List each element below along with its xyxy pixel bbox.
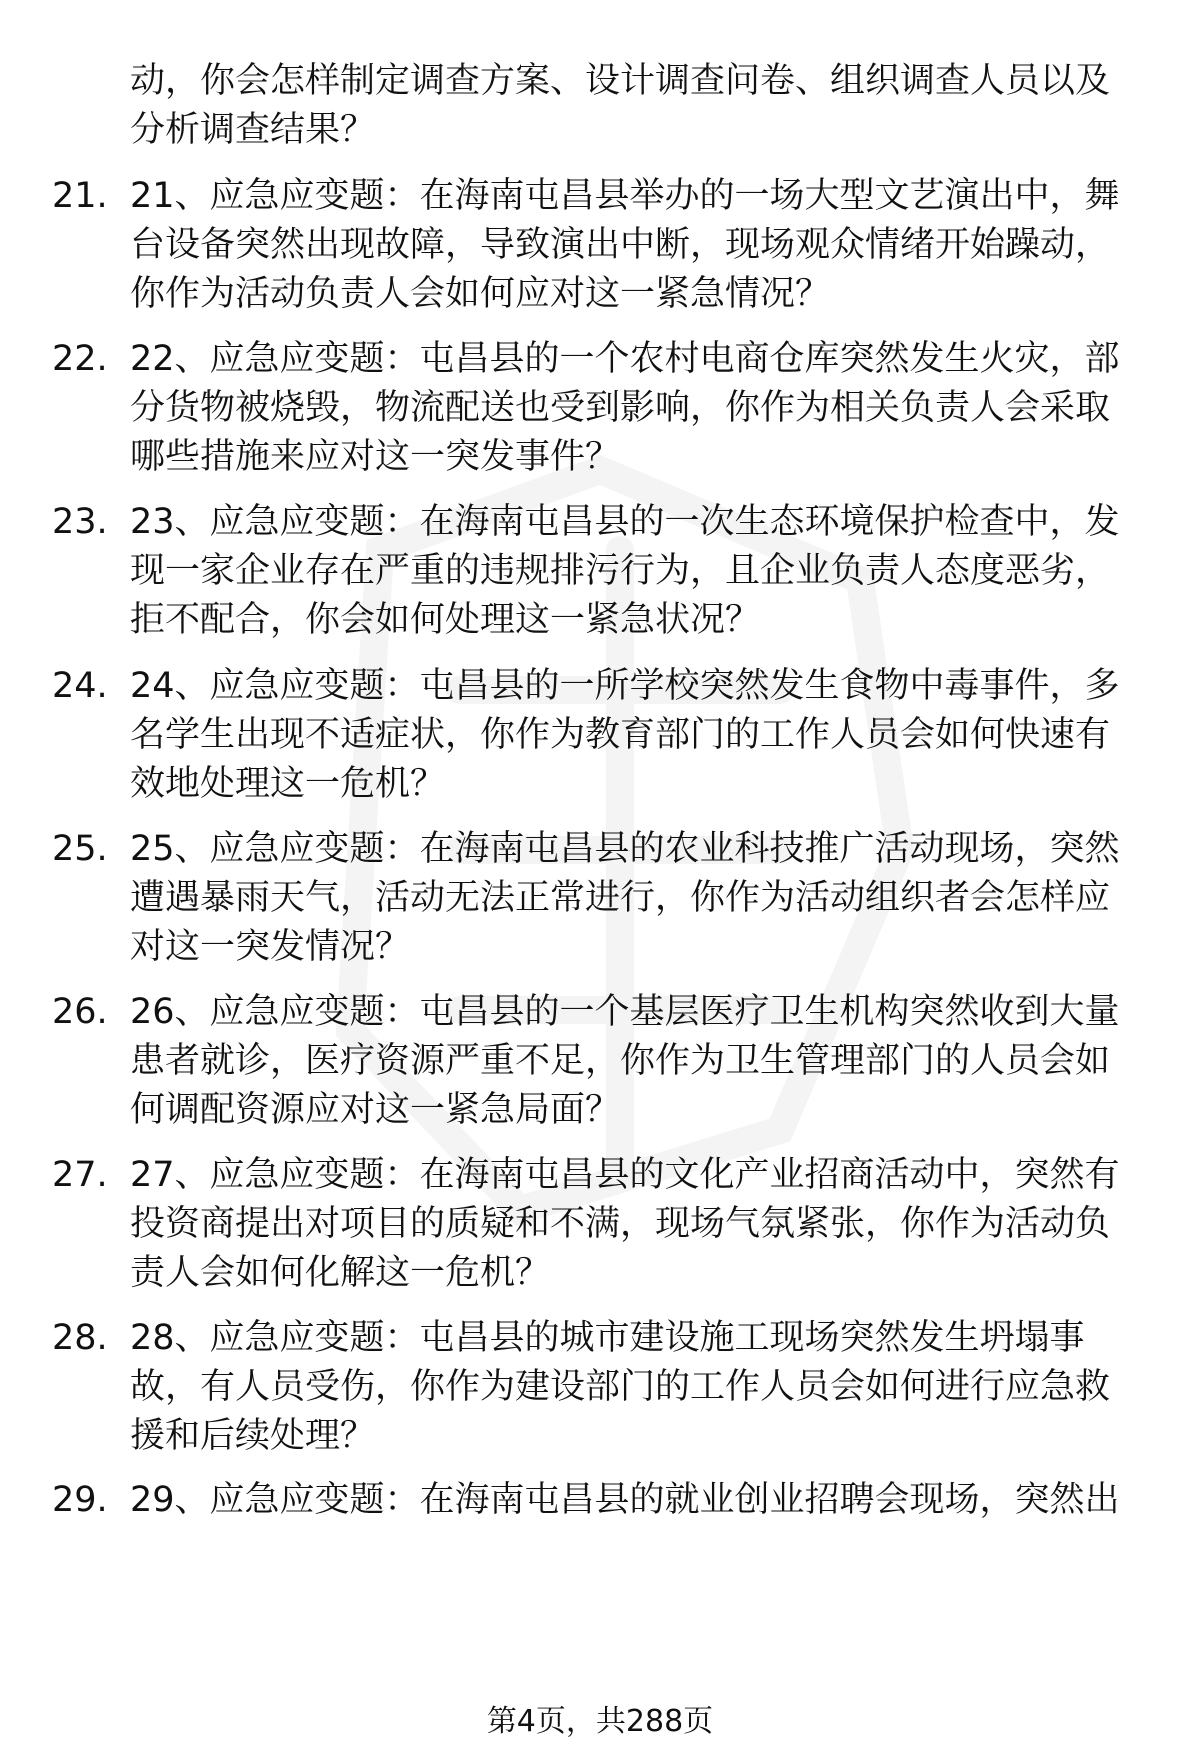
item-number: 22. bbox=[52, 339, 108, 379]
item-number: 23. bbox=[52, 502, 108, 542]
item-number: 21. bbox=[52, 176, 108, 216]
item-text: 22、应急应变题：屯昌县的一个农村电商仓库突然发生火灾，部分货物被烧毁，物流配送也受到影响，你作为相关负责人会采取哪些措施来应对这一突发事件？ bbox=[130, 339, 1120, 477]
page-footer: 第4页，共288页 bbox=[486, 1704, 714, 1739]
item-number: 28. bbox=[52, 1318, 108, 1358]
item-text: 27、应急应变题：在海南屯昌县的文化产业招商活动中，突然有投资商提出对项目的质疑和不满，现场气氛紧张，你作为活动负责人会如何化解这一危机？ bbox=[130, 1155, 1120, 1293]
continuation-paragraph: 动，你会怎样制定调查方案、设计调查问卷、组织调查人员以及分析调查结果？ bbox=[130, 61, 1111, 150]
item-number: 26. bbox=[52, 992, 108, 1032]
item-text: 29、应急应变题：在海南屯昌县的就业创业招聘会现场，突然出 bbox=[130, 1480, 1120, 1520]
item-text: 28、应急应变题：屯昌县的城市建设施工现场突然发生坍塌事故，有人员受伤，你作为建设部门的工作人员会如何进行应急救援和后续处理？ bbox=[130, 1318, 1111, 1456]
item-text: 25、应急应变题：在海南屯昌县的农业科技推广活动现场，突然遭遇暴雨天气，活动无法正常进行，你作为活动组织者会怎样应对这一突发情况？ bbox=[130, 829, 1120, 967]
item-number: 24. bbox=[52, 666, 108, 706]
item-text: 24、应急应变题：屯昌县的一所学校突然发生食物中毒事件，多名学生出现不适症状，你作为教育部门的工作人员会如何快速有效地处理这一危机？ bbox=[130, 666, 1120, 804]
item-text: 26、应急应变题：屯昌县的一个基层医疗卫生机构突然收到大量患者就诊，医疗资源严重不足，你作为卫生管理部门的人员会如何调配资源应对这一紧急局面？ bbox=[130, 992, 1120, 1130]
item-number: 29. bbox=[52, 1480, 108, 1520]
item-number: 27. bbox=[52, 1155, 108, 1195]
item-number: 25. bbox=[52, 829, 108, 869]
item-text: 23、应急应变题：在海南屯昌县的一次生态环境保护检查中，发现一家企业存在严重的违规排污行为，且企业负责人态度恶劣，拒不配合，你会如何处理这一紧急状况？ bbox=[130, 502, 1120, 640]
item-text: 21、应急应变题：在海南屯昌县举办的一场大型文艺演出中，舞台设备突然出现故障，导致演出中断，现场观众情绪开始躁动，你作为活动负责人会如何应对这一紧急情况？ bbox=[130, 176, 1120, 314]
